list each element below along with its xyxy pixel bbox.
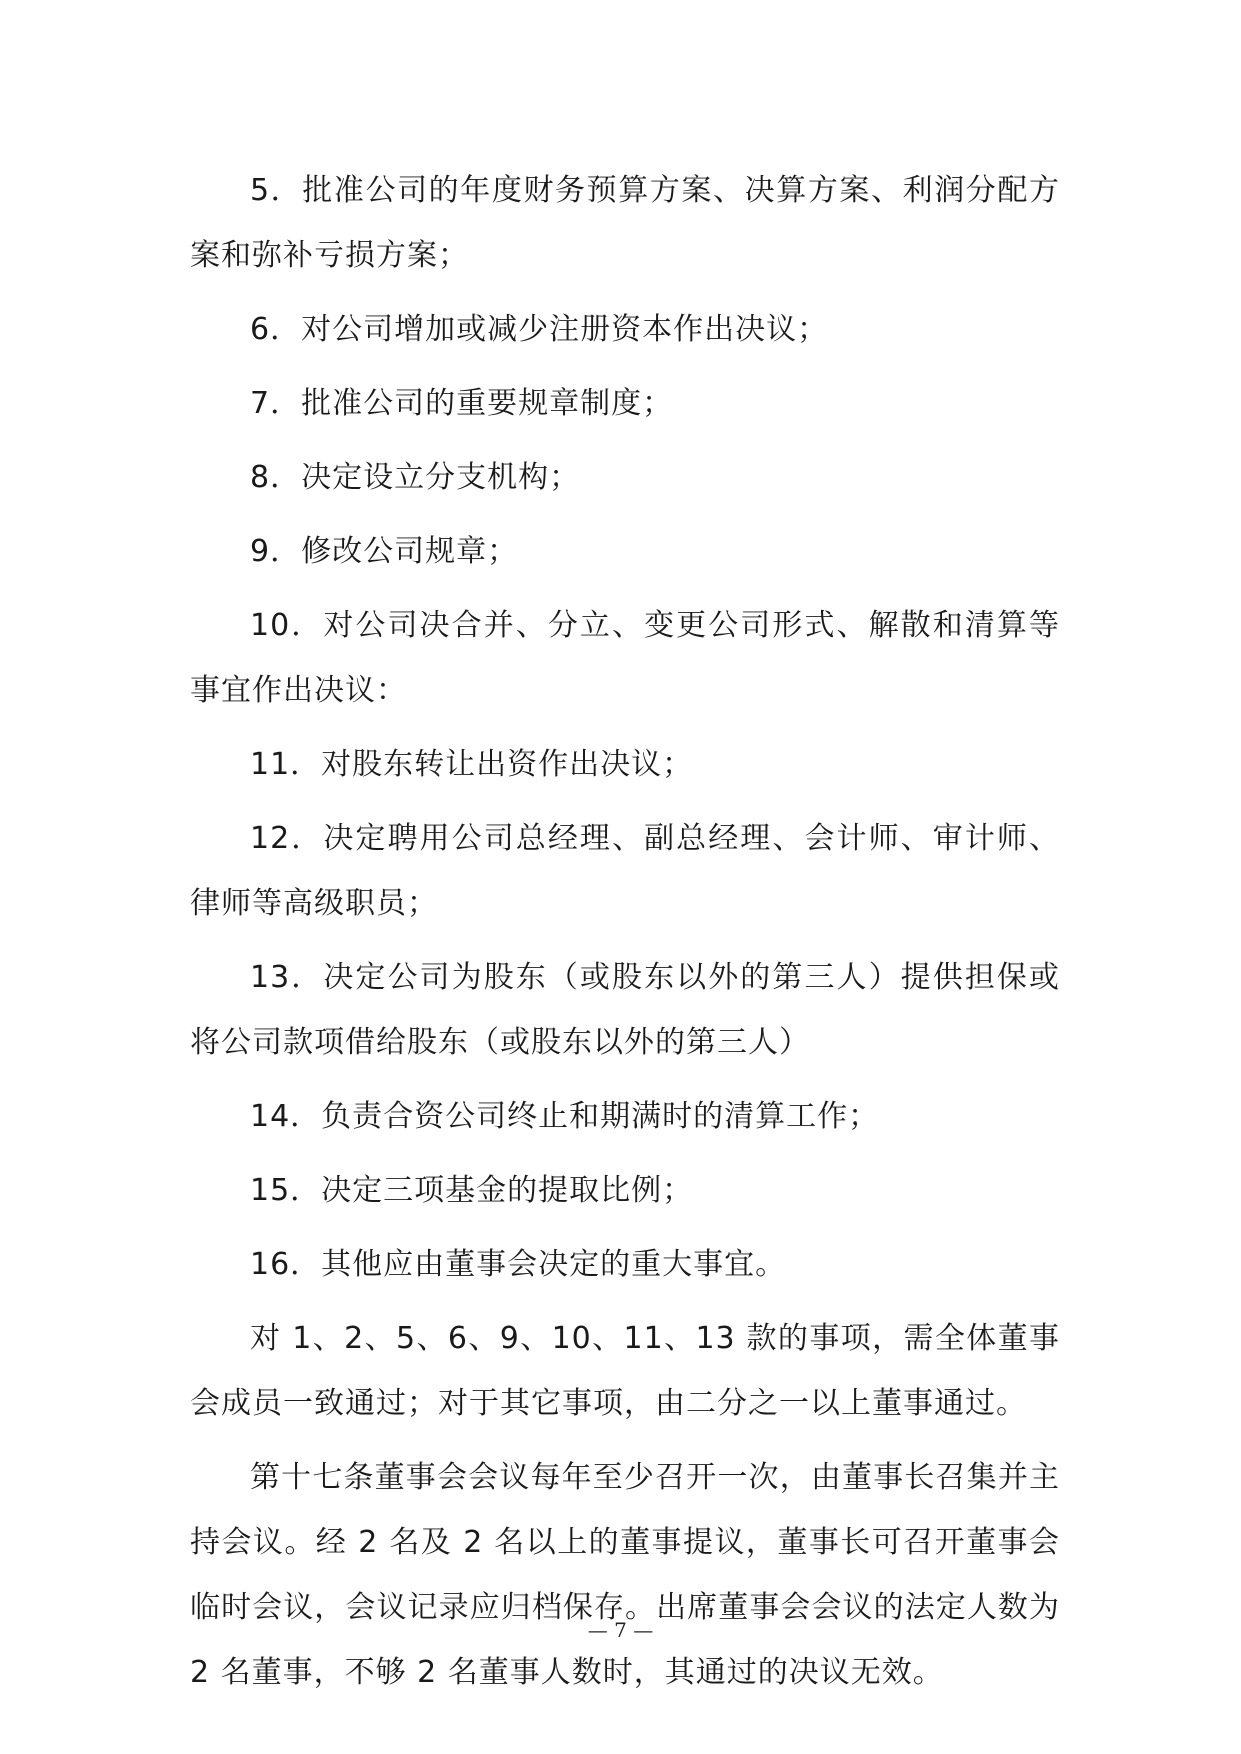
paragraph-item-15: 15．决定三项基金的提取比例；: [250, 1173, 694, 1208]
paragraph-item-6: 6．对公司增加或减少注册资本作出决议；: [250, 312, 829, 347]
paragraph-unanimous-rule: 对 1、2、5、6、9、10、11、13 款的事项，需全体董事会成员一致通过；对于其它事项，由二分之一以上董事通过。: [190, 1321, 1060, 1421]
paragraph-item-12: 12．决定聘用公司总经理、副总经理、会计师、审计师、律师等高级职员；: [190, 821, 1060, 921]
paragraph-item-13: 13．决定公司为股东（或股东以外的第三人）提供担保或将公司款项借给股东（或股东以外的第三人）: [190, 960, 1060, 1060]
paragraph-item-16: 16．其他应由董事会决定的重大事宜。: [250, 1247, 787, 1282]
paragraph-article-17: 第十七条董事会会议每年至少召开一次，由董事长召集并主持会议。经 2 名及 2 名以上的董事提议，董事长可召开董事会临时会议，会议记录应归档保存。出席董事会会议的法定人数为 2 名董事，不够 2 名董事人数时，其通过的决议无效。: [190, 1460, 1060, 1690]
paragraph-item-10: 10．对公司决合并、分立、变更公司形式、解散和清算等事宜作出决议：: [190, 608, 1060, 708]
paragraph-item-5: 5．批准公司的年度财务预算方案、决算方案、利润分配方案和弥补亏损方案；: [190, 173, 1060, 273]
paragraph-item-8: 8．决定设立分支机构；: [250, 460, 581, 495]
paragraph-item-7: 7．批准公司的重要规章制度；: [250, 386, 674, 421]
paragraph-item-14: 14．负责合资公司终止和期满时的清算工作；: [250, 1099, 880, 1134]
paragraph-item-9: 9．修改公司规章；: [250, 534, 519, 569]
page-number: — 7 —: [587, 1618, 654, 1642]
document-body: [190, 158, 1060, 1714]
paragraph-item-11: 11．对股东转让出资作出决议；: [250, 747, 694, 782]
